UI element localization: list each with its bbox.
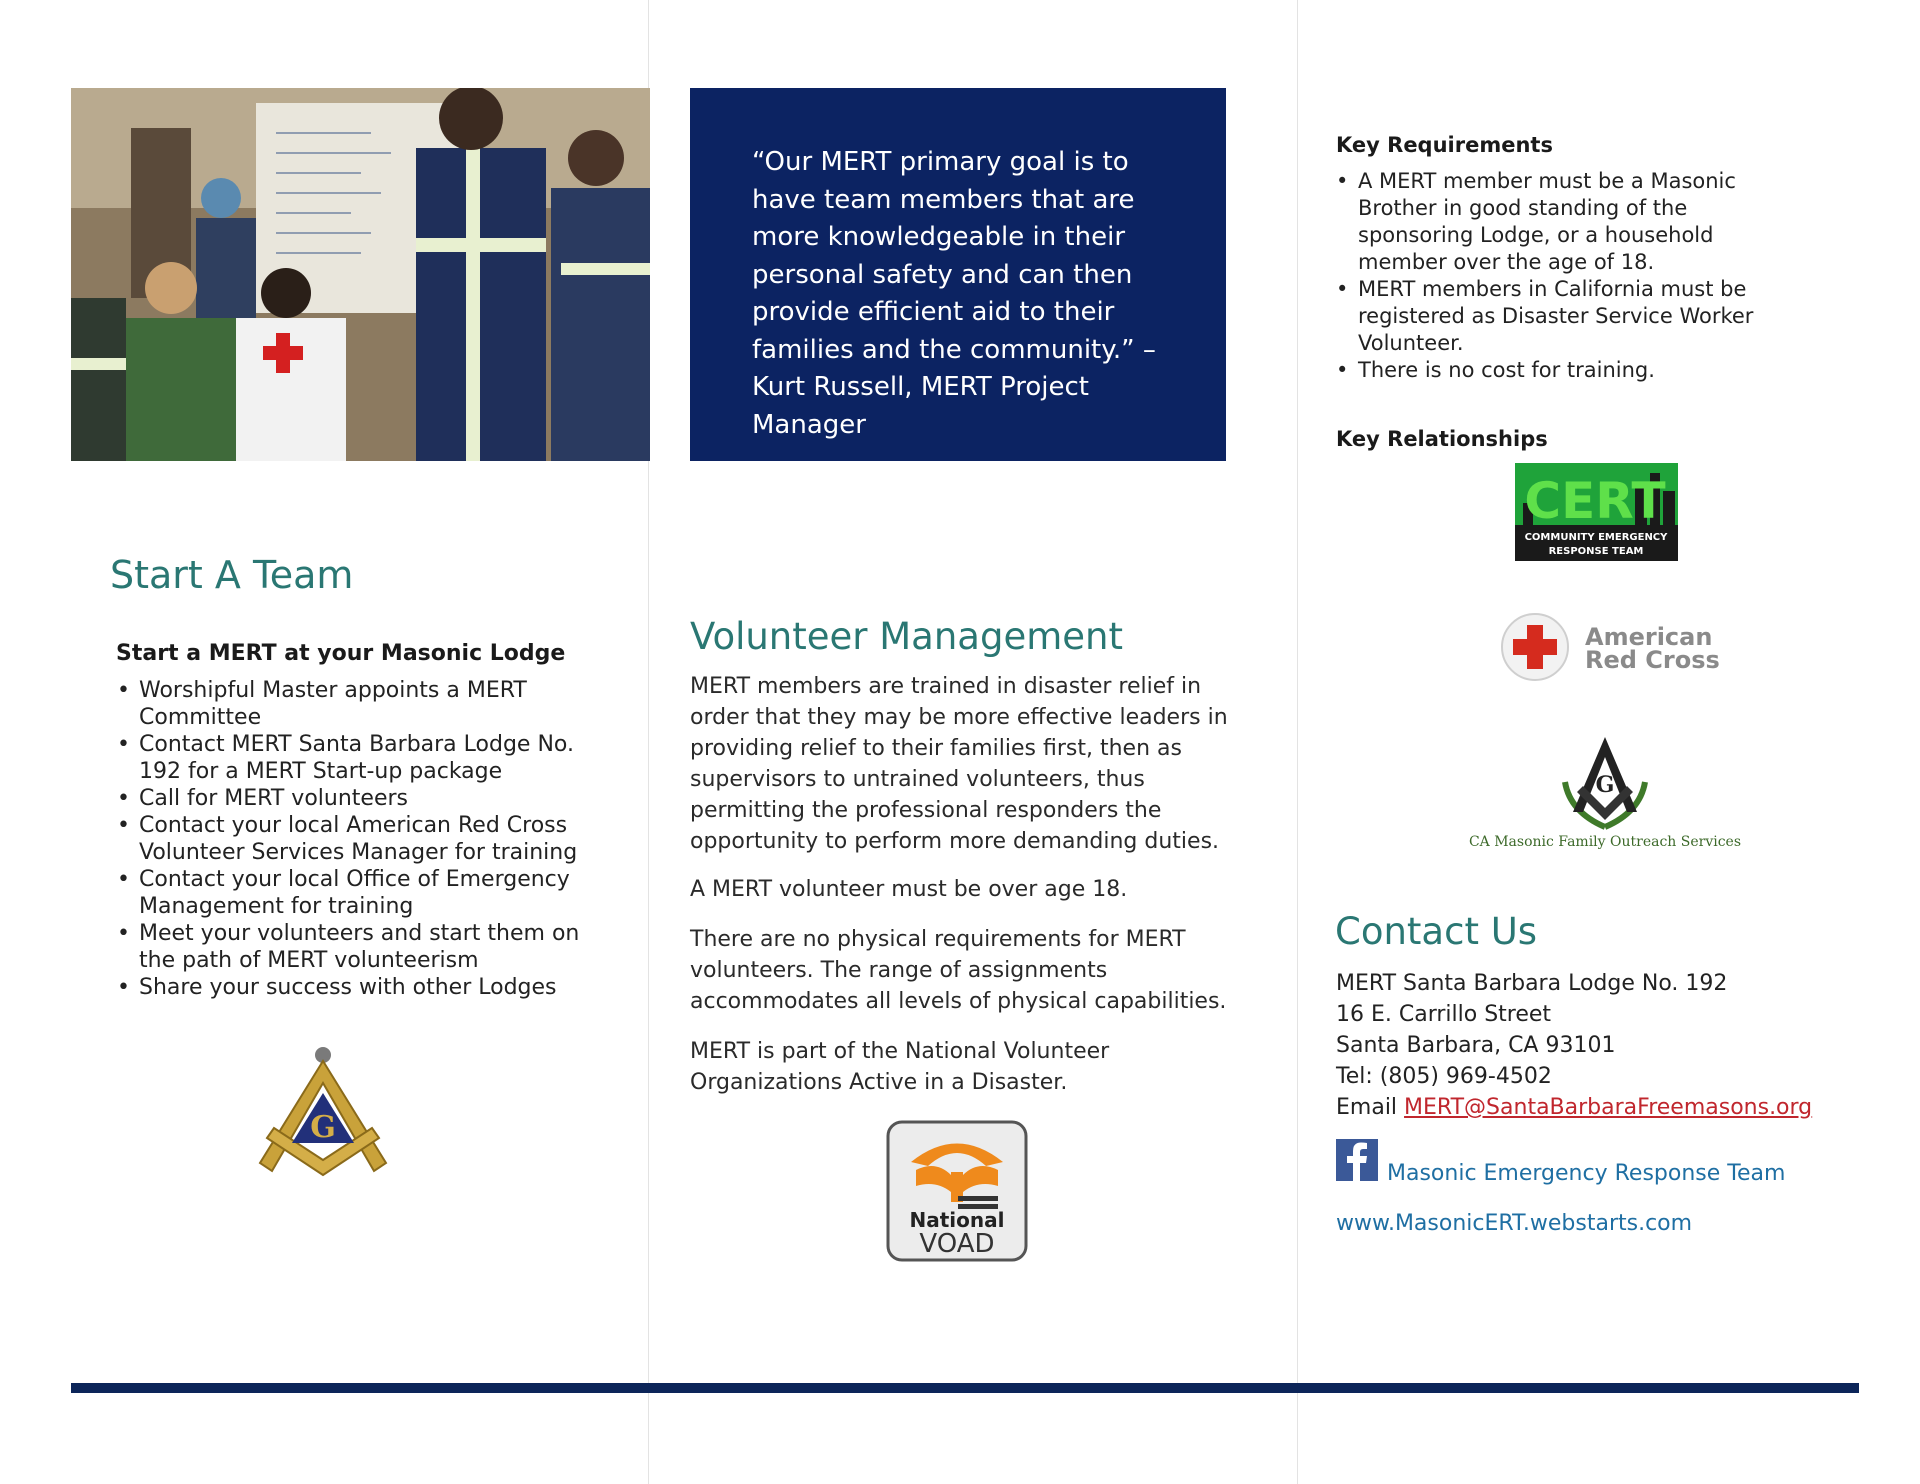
square-compass-logo bbox=[252, 1043, 395, 1186]
volunteer-management-heading: Volunteer Management bbox=[690, 615, 1123, 658]
list-item: • A MERT member must be a Masonic Brother in good standing of the sponsoring Lodge, or a household member over the age of 18. bbox=[1336, 168, 1796, 276]
masonic-letter: G bbox=[1595, 772, 1615, 798]
phone-line: Tel: (805) 969-4502 bbox=[1336, 1064, 1552, 1089]
cert-logo bbox=[1515, 463, 1678, 561]
cert-sub-1: COMMUNITY EMERGENCY bbox=[1524, 532, 1668, 543]
facebook-icon[interactable] bbox=[1336, 1139, 1378, 1181]
voad-text: VOAD bbox=[919, 1229, 995, 1259]
bottom-rule bbox=[71, 1383, 1859, 1393]
american-red-cross-logo bbox=[1497, 612, 1727, 682]
masonic-outreach-logo bbox=[1455, 732, 1755, 852]
website-link[interactable]: www.MasonicERT.webstarts.com bbox=[1336, 1211, 1693, 1236]
email-line bbox=[1336, 1092, 1812, 1123]
volunteer-paragraph-1: MERT members are trained in disaster relief in order that they may be more effective leaders in providing relief to their families first, then as supervisors to untrained volunteers, thus permitting the professional responders the opportunity to perform more demanding duties. bbox=[690, 674, 1228, 854]
red-cross-line-2: Red Cross bbox=[1585, 646, 1720, 674]
volunteer-paragraph-2: A MERT volunteer must be over age 18. bbox=[690, 877, 1128, 902]
quote-text: “Our MERT primary goal is to have team members that are more knowledgeable in their personal safety and can then provide efficient aid to their families and the community.” –Kurt Russell, MERT Project Manager bbox=[752, 147, 1156, 440]
list-item: • Worshipful Master appoints a MERT Committee bbox=[117, 677, 597, 731]
email-link[interactable]: MERT@SantaBarbaraFreemasons.org bbox=[1404, 1095, 1813, 1120]
start-team-steps bbox=[117, 677, 597, 1001]
contact-us-heading: Contact Us bbox=[1335, 910, 1538, 953]
training-photo bbox=[71, 88, 650, 461]
red-cross-line-1: American bbox=[1585, 623, 1713, 651]
address-line: 16 E. Carrillo Street bbox=[1336, 1002, 1552, 1027]
key-relationships-heading: Key Relationships bbox=[1336, 427, 1548, 451]
cert-sub-2: RESPONSE TEAM bbox=[1548, 546, 1644, 557]
masonic-caption: CA Masonic Family Outreach Services bbox=[1468, 834, 1742, 850]
cert-title: CERT bbox=[1524, 472, 1666, 530]
list-item: • Contact MERT Santa Barbara Lodge No. 192 for a MERT Start-up package bbox=[117, 731, 597, 785]
list-item: • Contact your local Office of Emergency Management for training bbox=[117, 866, 597, 920]
list-item: • MERT members in California must be registered as Disaster Service Worker Volunteer. bbox=[1336, 276, 1796, 357]
list-item: • Meet your volunteers and start them on the path of MERT volunteerism bbox=[117, 920, 597, 974]
facebook-link[interactable]: Masonic Emergency Response Team bbox=[1387, 1161, 1786, 1186]
email-label: Email bbox=[1336, 1095, 1398, 1120]
requirements-list bbox=[1336, 168, 1796, 384]
voad-national-text: National bbox=[909, 1208, 1005, 1232]
list-item: • Call for MERT volunteers bbox=[117, 785, 597, 812]
list-item: • There is no cost for training. bbox=[1336, 357, 1796, 384]
list-item: • Contact your local American Red Cross Volunteer Services Manager for training bbox=[117, 812, 597, 866]
address-line: MERT Santa Barbara Lodge No. 192 bbox=[1336, 971, 1728, 996]
start-team-heading: Start A Team bbox=[110, 553, 354, 597]
compass-letter: G bbox=[310, 1110, 336, 1145]
key-requirements-heading: Key Requirements bbox=[1336, 133, 1553, 157]
start-team-subheading: Start a MERT at your Masonic Lodge bbox=[116, 641, 566, 666]
volunteer-paragraph-3: There are no physical requirements for MERT volunteers. The range of assignments accommodates all levels of physical capabilities. bbox=[690, 927, 1227, 1014]
address-line: Santa Barbara, CA 93101 bbox=[1336, 1033, 1616, 1058]
quote-box bbox=[690, 88, 1226, 461]
list-item: • Share your success with other Lodges bbox=[117, 974, 597, 1001]
national-voad-logo bbox=[886, 1120, 1028, 1262]
volunteer-paragraph-4: MERT is part of the National Volunteer Organizations Active in a Disaster. bbox=[690, 1039, 1110, 1095]
fold-line-2 bbox=[1297, 0, 1298, 1484]
